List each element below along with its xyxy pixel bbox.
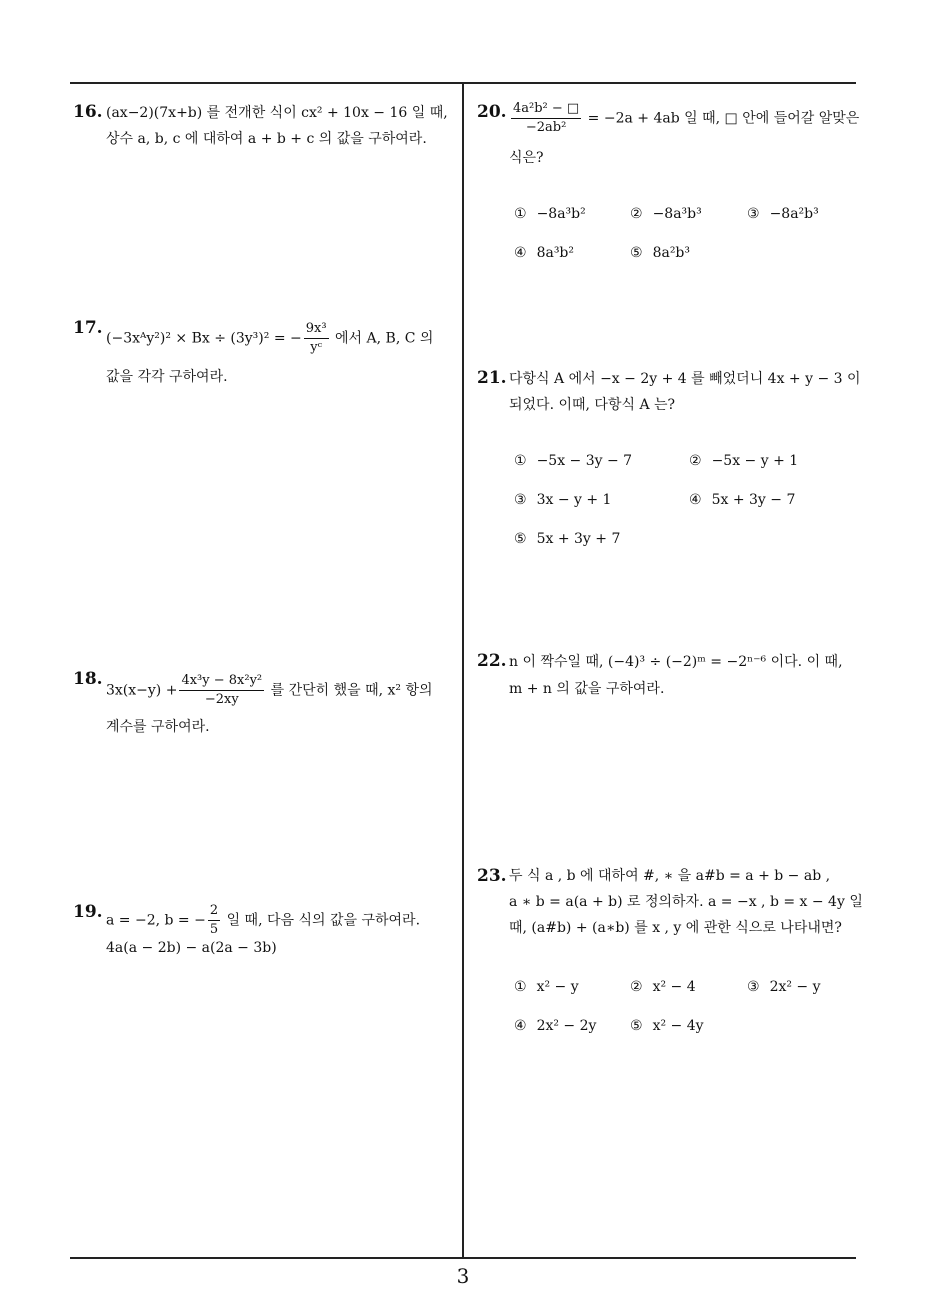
question-text	[509, 100, 859, 137]
fraction	[511, 100, 581, 137]
choice-text: −5x − y + 1	[711, 453, 799, 469]
fraction-numerator: 4a²b² − □	[511, 100, 581, 119]
choice-4[interactable]	[514, 1018, 596, 1034]
math-expression: a = −2, b = −	[106, 912, 206, 929]
fraction-numerator: 9x³	[304, 320, 329, 339]
choice-2[interactable]	[630, 979, 696, 995]
question-text	[106, 672, 433, 709]
choice-text: −8a²b³	[769, 206, 819, 222]
choice-text: 3x − y + 1	[536, 492, 612, 508]
question-text: 다항식 A 에서 −x − 2y + 4 를 빼었더니 4x + y − 3 이	[509, 371, 861, 387]
choice-mark: ④	[514, 1018, 527, 1034]
choice-2[interactable]	[689, 453, 798, 469]
choice-text: 2x² − y	[769, 979, 821, 995]
question-text: (ax−2)(7x+b) 를 전개한 식이 cx² + 10x − 16 일 때,	[106, 105, 448, 121]
choice-3[interactable]	[514, 492, 611, 508]
page-number: 3	[456, 1264, 470, 1288]
choice-1[interactable]	[514, 453, 632, 469]
choice-mark: ③	[514, 492, 527, 508]
question-number: 18.	[73, 669, 103, 689]
choice-text: 2x² − 2y	[536, 1018, 597, 1034]
choice-text: −8a³b³	[652, 206, 702, 222]
fraction-numerator: 4x³y − 8x²y²	[179, 672, 264, 691]
question-number: 17.	[73, 318, 103, 338]
choice-mark: ②	[630, 979, 643, 995]
question-text: 상수 a, b, c 에 대하여 a + b + c 의 값을 구하여라.	[106, 131, 427, 147]
choice-text: x² − y	[536, 979, 579, 995]
choice-3[interactable]	[747, 979, 821, 995]
choice-text: 8a³b²	[536, 245, 575, 261]
question-text	[106, 320, 433, 357]
choice-text: 5x + 3y − 7	[711, 492, 796, 508]
question-number: 23.	[477, 866, 507, 886]
choice-1[interactable]	[514, 979, 579, 995]
math-expression: (−3xᴬy²)² × Bx ÷ (3y³)² = −	[106, 330, 302, 347]
bottom-rule	[70, 1257, 856, 1259]
question-text-tail: 일 때, 다음 식의 값을 구하여라.	[226, 912, 421, 929]
choice-text: −8a³b²	[536, 206, 586, 222]
question-text: 값을 각각 구하여라.	[106, 369, 228, 385]
choice-mark: ⑤	[630, 1018, 643, 1034]
choice-mark: ①	[514, 206, 527, 222]
fraction-denominator: yᶜ	[310, 340, 323, 355]
choice-2[interactable]	[630, 206, 702, 222]
fraction	[304, 320, 329, 357]
question-text: 때, (a#b) + (a∗b) 를 x , y 에 관한 식으로 나타내면?	[509, 920, 842, 936]
choice-mark: ②	[689, 453, 702, 469]
question-number: 19.	[73, 902, 103, 922]
question-text-tail: = −2a + 4ab 일 때, □ 안에 들어갈 알맞은	[587, 110, 860, 127]
question-number: 16.	[73, 102, 103, 122]
math-expression: 3x(x−y) +	[106, 682, 178, 699]
question-number: 20.	[477, 102, 507, 122]
choice-5[interactable]	[514, 531, 620, 547]
choice-text: x² − 4y	[652, 1018, 704, 1034]
fraction-denominator: −2xy	[204, 692, 239, 707]
choice-mark: ④	[689, 492, 702, 508]
question-number: 22.	[477, 651, 507, 671]
choice-text: 8a²b³	[652, 245, 691, 261]
choice-mark: ③	[747, 979, 760, 995]
question-text: 되었다. 이때, 다항식 A 는?	[509, 397, 676, 413]
question-text-tail: 를 간단히 했을 때, x² 항의	[270, 682, 433, 699]
choice-mark: ①	[514, 979, 527, 995]
column-divider	[462, 82, 464, 1258]
question-text: 계수를 구하여라.	[106, 719, 210, 735]
fraction	[179, 672, 264, 709]
choice-text: −5x − 3y − 7	[536, 453, 633, 469]
choice-5[interactable]	[630, 245, 690, 261]
choice-text: 5x + 3y + 7	[536, 531, 621, 547]
question-text: 두 식 a , b 에 대하여 #, ∗ 을 a#b = a + b − ab ,	[509, 868, 831, 884]
choice-mark: ⑤	[630, 245, 643, 261]
fraction-numerator: 2	[208, 902, 220, 921]
choice-4[interactable]	[514, 245, 574, 261]
choice-text: x² − 4	[652, 979, 696, 995]
choice-1[interactable]	[514, 206, 586, 222]
fraction-denominator: 5	[209, 922, 219, 937]
question-number: 21.	[477, 368, 507, 388]
choice-mark: ②	[630, 206, 643, 222]
question-text: 식은?	[509, 150, 544, 166]
choice-mark: ③	[747, 206, 760, 222]
choice-mark: ①	[514, 453, 527, 469]
choice-5[interactable]	[630, 1018, 704, 1034]
choice-mark: ⑤	[514, 531, 527, 547]
math-expression: 4a(a − 2b) − a(2a − 3b)	[106, 940, 277, 956]
question-text: n 이 짝수일 때, (−4)³ ÷ (−2)ᵐ = −2ⁿ⁻⁶ 이다. 이 때,	[509, 654, 843, 670]
fraction-denominator: −2ab²	[525, 120, 567, 135]
question-text: a ∗ b = a(a + b) 로 정의하자. a = −x , b = x − 4y 일	[509, 894, 863, 910]
choice-3[interactable]	[747, 206, 819, 222]
question-text-tail: 에서 A, B, C 의	[335, 330, 434, 347]
choice-mark: ④	[514, 245, 527, 261]
question-text: m + n 의 값을 구하여라.	[509, 681, 665, 697]
fraction	[208, 902, 220, 939]
question-text	[106, 902, 420, 939]
choice-4[interactable]	[689, 492, 795, 508]
